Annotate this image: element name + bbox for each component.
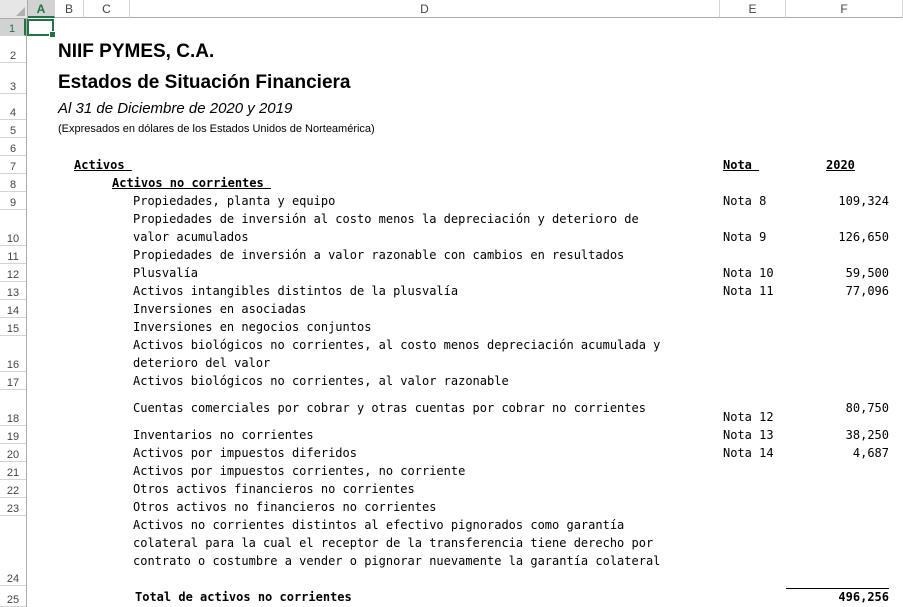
item-value: 4,687 <box>852 446 889 460</box>
column-header-d[interactable]: D <box>130 0 720 18</box>
row-header-13[interactable]: 13 <box>0 282 26 300</box>
item-label: Plusvalía <box>133 266 199 280</box>
row-header-9[interactable]: 9 <box>0 192 26 210</box>
item-label: Inversiones en negocios conjuntos <box>133 320 372 334</box>
row-header-20[interactable]: 20 <box>0 444 26 462</box>
column-header-a[interactable]: A <box>28 0 55 18</box>
row-header-14[interactable]: 14 <box>0 300 26 318</box>
row-header-10[interactable]: 10 <box>0 210 26 246</box>
fill-handle[interactable] <box>49 31 56 38</box>
item-value: 38,250 <box>845 428 889 442</box>
item-value: 59,500 <box>845 266 889 280</box>
item-label: contrato o costumbre a vender o pignorar nuevamente la garantía colateral <box>133 554 661 568</box>
row-header-11[interactable]: 11 <box>0 246 26 264</box>
row-header-bar <box>0 19 27 607</box>
row-header-19[interactable]: 19 <box>0 426 26 444</box>
item-label: Propiedades, planta y equipo <box>133 194 336 208</box>
column-header-f[interactable]: F <box>786 0 903 18</box>
item-label: Inversiones en asociadas <box>133 302 307 316</box>
column-year-label: 2020 <box>826 158 855 172</box>
item-value: 77,096 <box>845 284 889 298</box>
total-value: 496,256 <box>838 590 889 604</box>
item-value: 126,650 <box>838 230 889 244</box>
statement-title: Estados de Situación Financiera <box>58 72 351 93</box>
row-header-7[interactable]: 7 <box>0 156 26 174</box>
item-label: valor acumulados <box>133 230 249 244</box>
item-label: deterioro del valor <box>133 356 271 370</box>
subsection-activos-no-corrientes: Activos no corrientes <box>112 176 271 190</box>
item-label: Activos no corrientes distintos al efectivo pignorados como garantía <box>133 518 625 532</box>
item-label: Otros activos no financieros no corrientes <box>133 500 437 514</box>
row-header-3[interactable]: 3 <box>0 63 26 94</box>
select-all-triangle-icon <box>16 7 25 16</box>
active-cell-a1[interactable] <box>27 19 54 36</box>
item-nota: Nota 9 <box>723 230 767 244</box>
row-header-2[interactable]: 2 <box>0 36 26 63</box>
row-header-5[interactable]: 5 <box>0 120 26 138</box>
row-header-21[interactable]: 21 <box>0 462 26 480</box>
item-label: Inventarios no corrientes <box>133 428 314 442</box>
row-header-4[interactable]: 4 <box>0 94 26 120</box>
item-label: Activos por impuestos corrientes, no corriente <box>133 464 466 478</box>
column-header-b[interactable]: B <box>55 0 84 18</box>
item-label: Activos por impuestos diferidos <box>133 446 357 460</box>
row-header-6[interactable]: 6 <box>0 138 26 156</box>
row-header-25[interactable]: 25 <box>0 586 26 607</box>
row-header-17[interactable]: 17 <box>0 372 26 390</box>
item-label: Activos intangibles distintos de la plusvalía <box>133 284 459 298</box>
section-activos: Activos <box>74 158 132 172</box>
item-label: Otros activos financieros no corrientes <box>133 482 415 496</box>
item-label: Cuentas comerciales por cobrar y otras cuentas por cobrar no corrientes <box>133 401 646 415</box>
statement-date: Al 31 de Diciembre de 2020 y 2019 <box>58 100 293 117</box>
row-header-8[interactable]: 8 <box>0 174 26 192</box>
item-nota: Nota 12 <box>723 410 774 424</box>
item-nota: Nota 13 <box>723 428 774 442</box>
row-header-1[interactable]: 1 <box>0 19 26 36</box>
select-all-button[interactable] <box>0 0 28 19</box>
item-label: Propiedades de inversión a valor razonable con cambios en resultados <box>133 248 625 262</box>
row-header-18[interactable]: 18 <box>0 390 26 426</box>
row-header-23[interactable]: 23 <box>0 498 26 516</box>
row-header-24[interactable]: 24 <box>0 516 26 586</box>
item-label: Activos biológicos no corrientes, al costo menos depreciación acumulada y <box>133 338 661 352</box>
item-nota: Nota 8 <box>723 194 767 208</box>
item-label: colateral para la cual el receptor de la transferencia tiene derecho por <box>133 536 654 550</box>
row-header-16[interactable]: 16 <box>0 336 26 372</box>
total-top-border <box>786 588 889 589</box>
row-header-12[interactable]: 12 <box>0 264 26 282</box>
column-header-bar <box>0 0 903 19</box>
column-header-c[interactable]: C <box>84 0 130 18</box>
column-nota-label: Nota <box>723 158 760 172</box>
row-header-15[interactable]: 15 <box>0 318 26 336</box>
total-label: Total de activos no corrientes <box>135 590 352 604</box>
item-nota: Nota 10 <box>723 266 774 280</box>
item-label: Activos biológicos no corrientes, al valor razonable <box>133 374 509 388</box>
item-nota: Nota 11 <box>723 284 774 298</box>
row-header-22[interactable]: 22 <box>0 480 26 498</box>
item-nota: Nota 14 <box>723 446 774 460</box>
company-name: NIIF PYMES, C.A. <box>58 41 215 62</box>
item-value: 109,324 <box>838 194 889 208</box>
currency-note: (Expresados en dólares de los Estados Unidos de Norteamérica) <box>58 123 375 135</box>
column-header-e[interactable]: E <box>720 0 786 18</box>
item-value: 80,750 <box>845 401 889 415</box>
item-label: Propiedades de inversión al costo menos la depreciación y deterioro de <box>133 212 639 226</box>
